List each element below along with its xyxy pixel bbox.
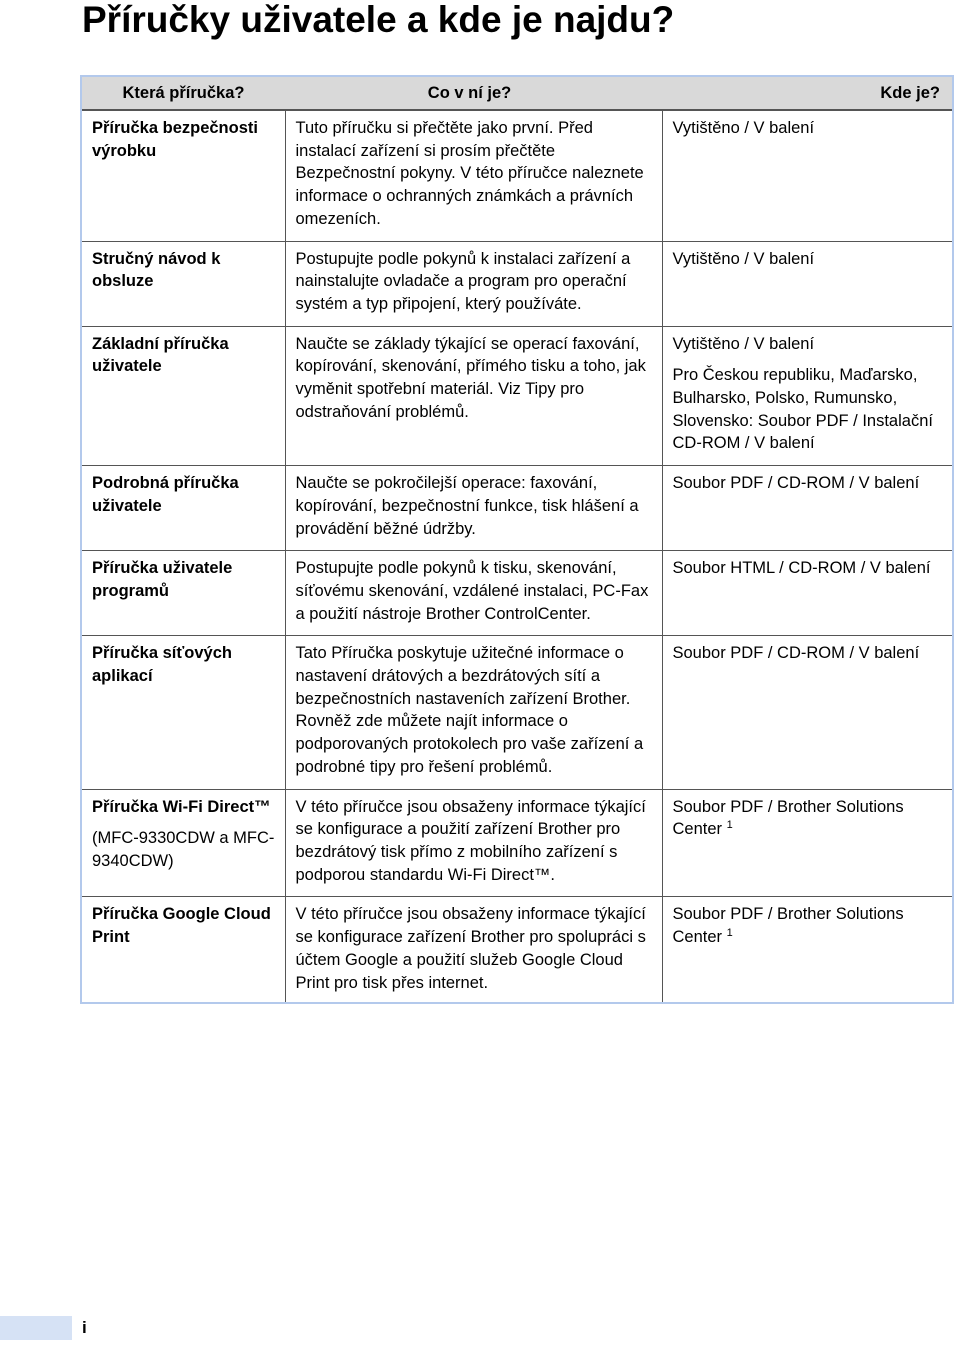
table-row — [82, 241, 952, 326]
footer-accent-bar — [0, 1316, 72, 1340]
manual-location-cell — [662, 241, 952, 326]
manual-name-cell — [82, 897, 285, 1002]
page-number: i — [82, 1318, 87, 1337]
table-row — [82, 466, 952, 551]
manual-name-cell — [82, 636, 285, 789]
manual-contents: Postupujte podle pokynů k instalaci zařízení a nainstalujte ovladače a program pro operační systém a typ připojení, který používáte. — [285, 241, 662, 326]
manual-location: Soubor PDF / Brother Solutions Center — [672, 905, 904, 947]
manual-name-cell — [82, 789, 285, 897]
manual-contents: Naučte se základy týkající se operací faxování, kopírování, skenování, přímého tisku a toho, jak vyměnit spotřební materiál. Viz Tipy pro odstraňování problémů. — [285, 326, 662, 466]
manual-location: Soubor PDF / Brother Solutions Center — [672, 797, 904, 839]
manuals-table — [82, 77, 952, 1002]
manual-location-cell — [662, 897, 952, 1002]
header-which-manual: Která příručka? — [82, 77, 285, 110]
manual-name: Příručka uživatele programů — [92, 559, 233, 600]
manual-location: Vytištěno / V balení — [672, 119, 815, 137]
manual-name-cell — [82, 466, 285, 551]
manual-location-extra: Pro Českou republiku, Maďarsko, Bulharsko, Polsko, Rumunsko, Slovensko: Soubor PDF / Instalační CD-ROM / V balení — [672, 366, 933, 453]
manual-contents: Tato Příručka poskytuje užitečné informace o nastavení drátových a bezdrátových sítí a bezpečnostních nastaveních zařízení Brother. Rovněž zde můžete najít informace o podporovaných protokolech pro vaše zařízení a podrobné tipy pro řešení problémů. — [285, 636, 662, 789]
manual-name: Příručka Wi-Fi Direct™ — [92, 797, 271, 816]
manual-contents: Tuto příručku si přečtěte jako první. Před instalací zařízení si prosím přečtěte Bezpečnostní pokyny. V této příručce naleznete informace o ochranných známkách a právních omezeních. — [285, 110, 662, 241]
manual-name-cell — [82, 551, 285, 636]
manual-contents: Postupujte podle pokynů k tisku, skenování, síťovému skenování, vzdálené instalaci, PC-Fax a použití nástroje Brother ControlCenter. — [285, 551, 662, 636]
header-location: Kde je? — [662, 77, 952, 110]
manual-location-cell — [662, 110, 952, 241]
manual-contents: V této příručce jsou obsaženy informace týkající se konfigurace a použití zařízení Brother pro bezdrátový tisk přímo z mobilního zařízení s podporou standardu Wi-Fi Direct™. — [285, 789, 662, 897]
manual-location-cell — [662, 551, 952, 636]
manual-location: Soubor PDF / CD-ROM / V balení — [672, 474, 920, 493]
manual-location-cell — [662, 789, 952, 897]
manual-location-cell — [662, 466, 952, 551]
manual-contents: V této příručce jsou obsaženy informace týkající se konfigurace zařízení Brother pro spolupráci s účtem Google a použití služeb Google Cloud Print pro tisk přes internet. — [285, 897, 662, 1002]
manual-location: Vytištěno / V balení — [672, 334, 815, 353]
table-row — [82, 551, 952, 636]
table-header-row — [82, 77, 952, 110]
manual-location: Soubor HTML / CD-ROM / V balení — [672, 559, 931, 578]
header-contents: Co v ní je? — [285, 77, 662, 110]
manual-name-cell — [82, 110, 285, 241]
manuals-table-frame — [80, 75, 954, 1004]
table-row — [82, 326, 952, 466]
manual-location: Soubor PDF / CD-ROM / V balení — [672, 644, 920, 663]
manual-name-cell — [82, 326, 285, 466]
manual-contents: Naučte se pokročilejší operace: faxování, kopírování, bezpečnostní funkce, tisk hlášení a provádění běžné údržby. — [285, 466, 662, 551]
manual-name: Základní příručka uživatele — [92, 334, 229, 376]
manual-location-cell — [662, 636, 952, 789]
table-row — [82, 636, 952, 789]
table-body — [82, 110, 952, 1002]
table-row — [82, 897, 952, 1002]
manual-model-note: (MFC-9330CDW a MFC-9340CDW) — [92, 829, 275, 870]
manual-name: Příručka bezpečnosti výrobku — [92, 119, 258, 160]
footnote-marker: 1 — [726, 819, 733, 832]
manual-location: Vytištěno / V balení — [672, 249, 815, 268]
manual-name: Stručný návod k obsluze — [92, 249, 221, 291]
manual-location-cell — [662, 326, 952, 466]
table-row — [82, 789, 952, 897]
manual-name: Příručka Google Cloud Print — [92, 905, 271, 947]
page-title: Příručky uživatele a kde je najdu? — [82, 0, 675, 40]
manual-name: Příručka síťových aplikací — [92, 644, 232, 686]
manual-name: Podrobná příručka uživatele — [92, 474, 239, 515]
footnote-marker: 1 — [726, 927, 733, 940]
table-row — [82, 110, 952, 241]
manual-name-cell — [82, 241, 285, 326]
